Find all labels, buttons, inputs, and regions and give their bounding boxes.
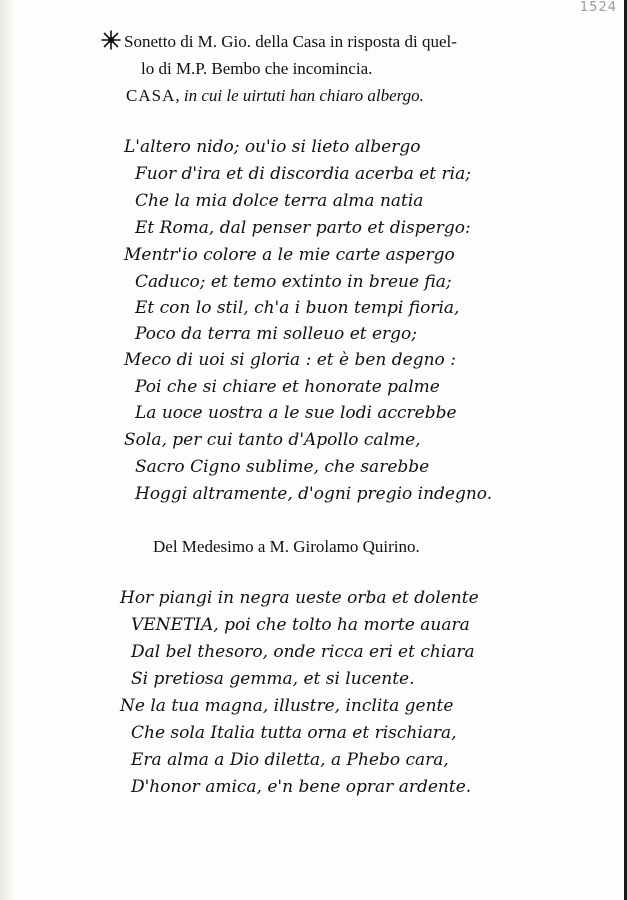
sonnet1-line: L'altero nido; ou'io si lieto albergo <box>124 137 421 157</box>
sonnet1-line: Fuor d'ira et di discordia acerba et ria; <box>135 164 471 184</box>
sonnet1-heading-line2: lo di M.P. Bembo che incomincia. <box>141 59 373 78</box>
incipit-rest: , in cui le uirtuti han chiaro albergo. <box>175 86 424 105</box>
sonnet1-heading-line1: Sonetto di M. Gio. della Casa in risposta di quel- <box>124 32 457 51</box>
sonnet1-line: La uoce uostra a le sue lodi accrebbe <box>135 403 457 423</box>
sonnet1-line: Et con lo stil, ch'a i buon tempi fioria, <box>135 298 460 318</box>
sonnet2-line: Si pretiosa gemma, et si lucente. <box>131 669 415 689</box>
sonnet2-line: Era alma a Dio diletta, a Phebo cara, <box>131 750 449 770</box>
gutter-shadow <box>0 0 14 900</box>
sonnet2-line: VENETIA, poi che tolto ha morte auara <box>131 615 470 635</box>
sonnet2-line: Ne la tua magna, illustre, inclita gente <box>120 696 454 716</box>
corner-annotation: 1524 <box>579 0 617 15</box>
sonnet1-line: Poi che si chiare et honorate palme <box>135 377 440 397</box>
sonnet2-line: Hor piangi in negra ueste orba et dolente <box>120 588 479 608</box>
sonnet1-line: Et Roma, dal penser parto et dispergo: <box>135 218 471 238</box>
sonnet2-line: D'honor amica, e'n bene oprar ardente. <box>131 777 472 797</box>
sonnet1-incipit <box>126 86 424 106</box>
sonnet2-line: Che sola Italia tutta orna et rischiara, <box>131 723 457 743</box>
sonnet1-line: Poco da terra mi solleuo et ergo; <box>135 324 418 344</box>
sonnet1-line: Sacro Cigno sublime, che sarebbe <box>135 457 430 477</box>
incipit-name: CASA <box>126 86 176 105</box>
sonnet1-line: Mentr'io colore a le mie carte aspergo <box>124 245 455 265</box>
sonnet1-line: Hoggi altramente, d'ogni pregio indegno. <box>135 484 493 504</box>
fleuron-icon <box>101 30 121 50</box>
sonnet2-heading: Del Medesimo a M. Girolamo Quirino. <box>153 537 420 556</box>
sonnet1-line: Sola, per cui tanto d'Apollo calme, <box>124 430 421 450</box>
sonnet2-line: Dal bel thesoro, onde ricca eri et chiara <box>131 642 475 662</box>
sonnet1-line: Meco di uoi si gloria : et è ben degno : <box>124 350 456 370</box>
sonnet1-line: Caduco; et temo extinto in breue fia; <box>135 272 452 292</box>
sonnet1-line: Che la mia dolce terra alma natia <box>135 191 424 211</box>
